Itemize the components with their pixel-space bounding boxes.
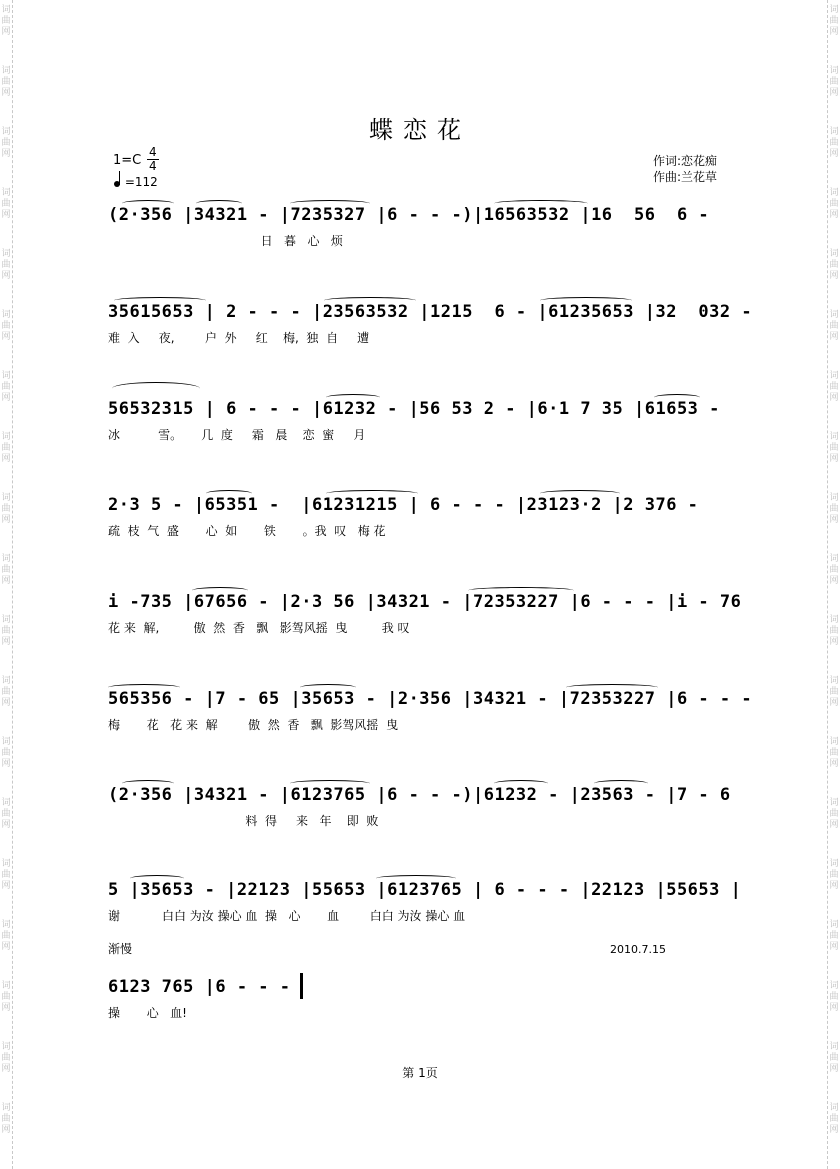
- slur: [324, 297, 416, 304]
- watermark-text: 词 曲 网: [1, 249, 11, 281]
- slur: [326, 490, 418, 497]
- watermark-text: 词 曲 网: [829, 1042, 839, 1074]
- slur: [468, 587, 574, 594]
- notation-row-8: 5 |35653 - |22123 |55653 |6123765 | 6 - - - |22123 |55653 |: [108, 880, 742, 900]
- watermark-text: 词 曲 网: [829, 66, 839, 98]
- lyrics-row-8: 谢 白白 为汝 操心 血 操 心 血 白白 为汝 操心 血: [108, 909, 466, 923]
- slur: [122, 780, 174, 787]
- watermark-text: 词 曲 网: [1, 615, 11, 647]
- time-signature-numerator: 4: [149, 145, 157, 159]
- slur: [114, 297, 206, 304]
- lyrics-row-1: 日 暮 心 烦: [108, 234, 343, 248]
- watermark-text: 词 曲 网: [1, 676, 11, 708]
- slur: [122, 200, 174, 207]
- time-signature-denominator: 4: [149, 159, 157, 173]
- watermark-text: 词 曲 网: [1, 432, 11, 464]
- notation-row-2: 35615653 | 2 - - - |23563532 |1215 6 - |61235653 |32 032 -: [108, 302, 763, 322]
- lyrics-row-5: 花 来 解, 傲 然 香 飘 影驾风摇 曳 我 叹: [108, 621, 410, 635]
- watermark-text: 词 曲 网: [829, 188, 839, 220]
- key-signature: 1=C: [113, 153, 142, 168]
- notation-row-9: 6123 765 |6 - - -: [108, 977, 291, 997]
- watermark-text: 词 曲 网: [1, 310, 11, 342]
- watermark-text: 词 曲 网: [1, 859, 11, 891]
- lyrics-row-2: 难 入 夜, 户 外 红 梅, 独 自 遭: [108, 331, 370, 345]
- slur: [654, 394, 700, 401]
- watermark-text: 词 曲 网: [829, 493, 839, 525]
- slur: [108, 684, 180, 691]
- lyrics-row-6: 梅 花 花 来 解 傲 然 香 飘 影驾风摇 曳: [108, 718, 399, 732]
- watermark-text: 词 曲 网: [829, 737, 839, 769]
- watermark-text: 词 曲 网: [829, 371, 839, 403]
- tempo-value: =112: [124, 175, 158, 189]
- slur: [326, 394, 380, 401]
- lyrics-row-7: 料 得 来 年 即 败: [108, 814, 379, 828]
- slur: [206, 490, 252, 497]
- time-signature: [147, 146, 159, 173]
- watermark-text: 词 曲 网: [829, 310, 839, 342]
- watermark-text: 词 曲 网: [1, 1042, 11, 1074]
- tempo-marking: [114, 175, 158, 189]
- slur: [540, 297, 632, 304]
- watermark-text: 词 曲 网: [1, 737, 11, 769]
- lyricist-credit: 作词:恋花痴: [653, 154, 718, 168]
- watermark-text: 词 曲 网: [829, 920, 839, 952]
- notation-row-5: i -735 |67656 - |2·3 56 |34321 - |72353227 |6 - - - |i - 76: [108, 592, 742, 612]
- watermark-text: 词 曲 网: [1, 981, 11, 1013]
- watermark-text: 词 曲 网: [829, 5, 839, 37]
- lyrics-row-9: 操 心 血!: [108, 1006, 187, 1020]
- watermark-text: 词 曲 网: [1, 371, 11, 403]
- watermark-text: 词 曲 网: [1, 554, 11, 586]
- notation-row-4: 2·3 5 - |65351 - |61231215 | 6 - - - |23123·2 |2 376 -: [108, 495, 710, 515]
- slur: [540, 490, 620, 497]
- tempo-change-marking: 渐慢: [108, 942, 133, 956]
- credits: [653, 153, 717, 185]
- lyrics-row-3: 冰 雪。 几 度 霜 晨 恋 蜜 月: [108, 428, 366, 442]
- slur: [594, 780, 648, 787]
- watermark-text: 词 曲 网: [829, 859, 839, 891]
- slur: [196, 200, 242, 207]
- final-barline: [300, 973, 303, 999]
- watermark-text: 词 曲 网: [1, 127, 11, 159]
- watermark-text: 词 曲 网: [1, 5, 11, 37]
- notation-row-3: 56532315 | 6 - - - |61232 - |56 53 2 - |6·1 7 35 |61653 -: [108, 399, 731, 419]
- watermark-text: 词 曲 网: [829, 676, 839, 708]
- watermark-text: 词 曲 网: [1, 66, 11, 98]
- slur: [494, 780, 548, 787]
- watermark-text: 词 曲 网: [829, 249, 839, 281]
- slur: [290, 200, 370, 207]
- notation-row-6: 565356 - |7 - 65 |35653 - |2·356 |34321 - |72353227 |6 - - -: [108, 689, 753, 709]
- song-title: 蝶恋花: [369, 116, 471, 144]
- page-footer: 第 1页: [402, 1066, 438, 1080]
- notation-row-7: (2·356 |34321 - |6123765 |6 - - -)|61232 - |23563 - |7 - 6: [108, 785, 731, 805]
- slur: [130, 875, 184, 882]
- slur: [494, 200, 588, 207]
- watermark-text: 词 曲 网: [1, 1103, 11, 1135]
- watermark-text: 词 曲 网: [829, 798, 839, 830]
- composer-credit: 作曲:兰花草: [653, 170, 718, 184]
- composition-date: 2010.7.15: [610, 943, 666, 956]
- watermark-text: 词 曲 网: [1, 798, 11, 830]
- quarter-note-icon: [114, 181, 120, 187]
- watermark-text: 词 曲 网: [829, 1103, 839, 1135]
- slur: [192, 587, 248, 594]
- watermark-text: 词 曲 网: [829, 981, 839, 1013]
- slur: [376, 875, 456, 882]
- watermark-text: 词 曲 网: [829, 127, 839, 159]
- watermark-text: 词 曲 网: [1, 493, 11, 525]
- watermark-text: 词 曲 网: [1, 920, 11, 952]
- slur: [112, 382, 200, 395]
- watermark-text: 词 曲 网: [829, 554, 839, 586]
- slur: [300, 684, 356, 691]
- watermark-text: 词 曲 网: [829, 615, 839, 647]
- lyrics-row-4: 疏 枝 气 盛 心 如 铁 。我 叹 梅 花: [108, 524, 386, 538]
- slur: [566, 684, 658, 691]
- slur: [290, 780, 370, 787]
- watermark-text: 词 曲 网: [829, 432, 839, 464]
- notation-row-1: (2·356 |34321 - |7235327 |6 - - -)|16563532 |16 56 6 -: [108, 205, 720, 225]
- watermark-text: 词 曲 网: [1, 188, 11, 220]
